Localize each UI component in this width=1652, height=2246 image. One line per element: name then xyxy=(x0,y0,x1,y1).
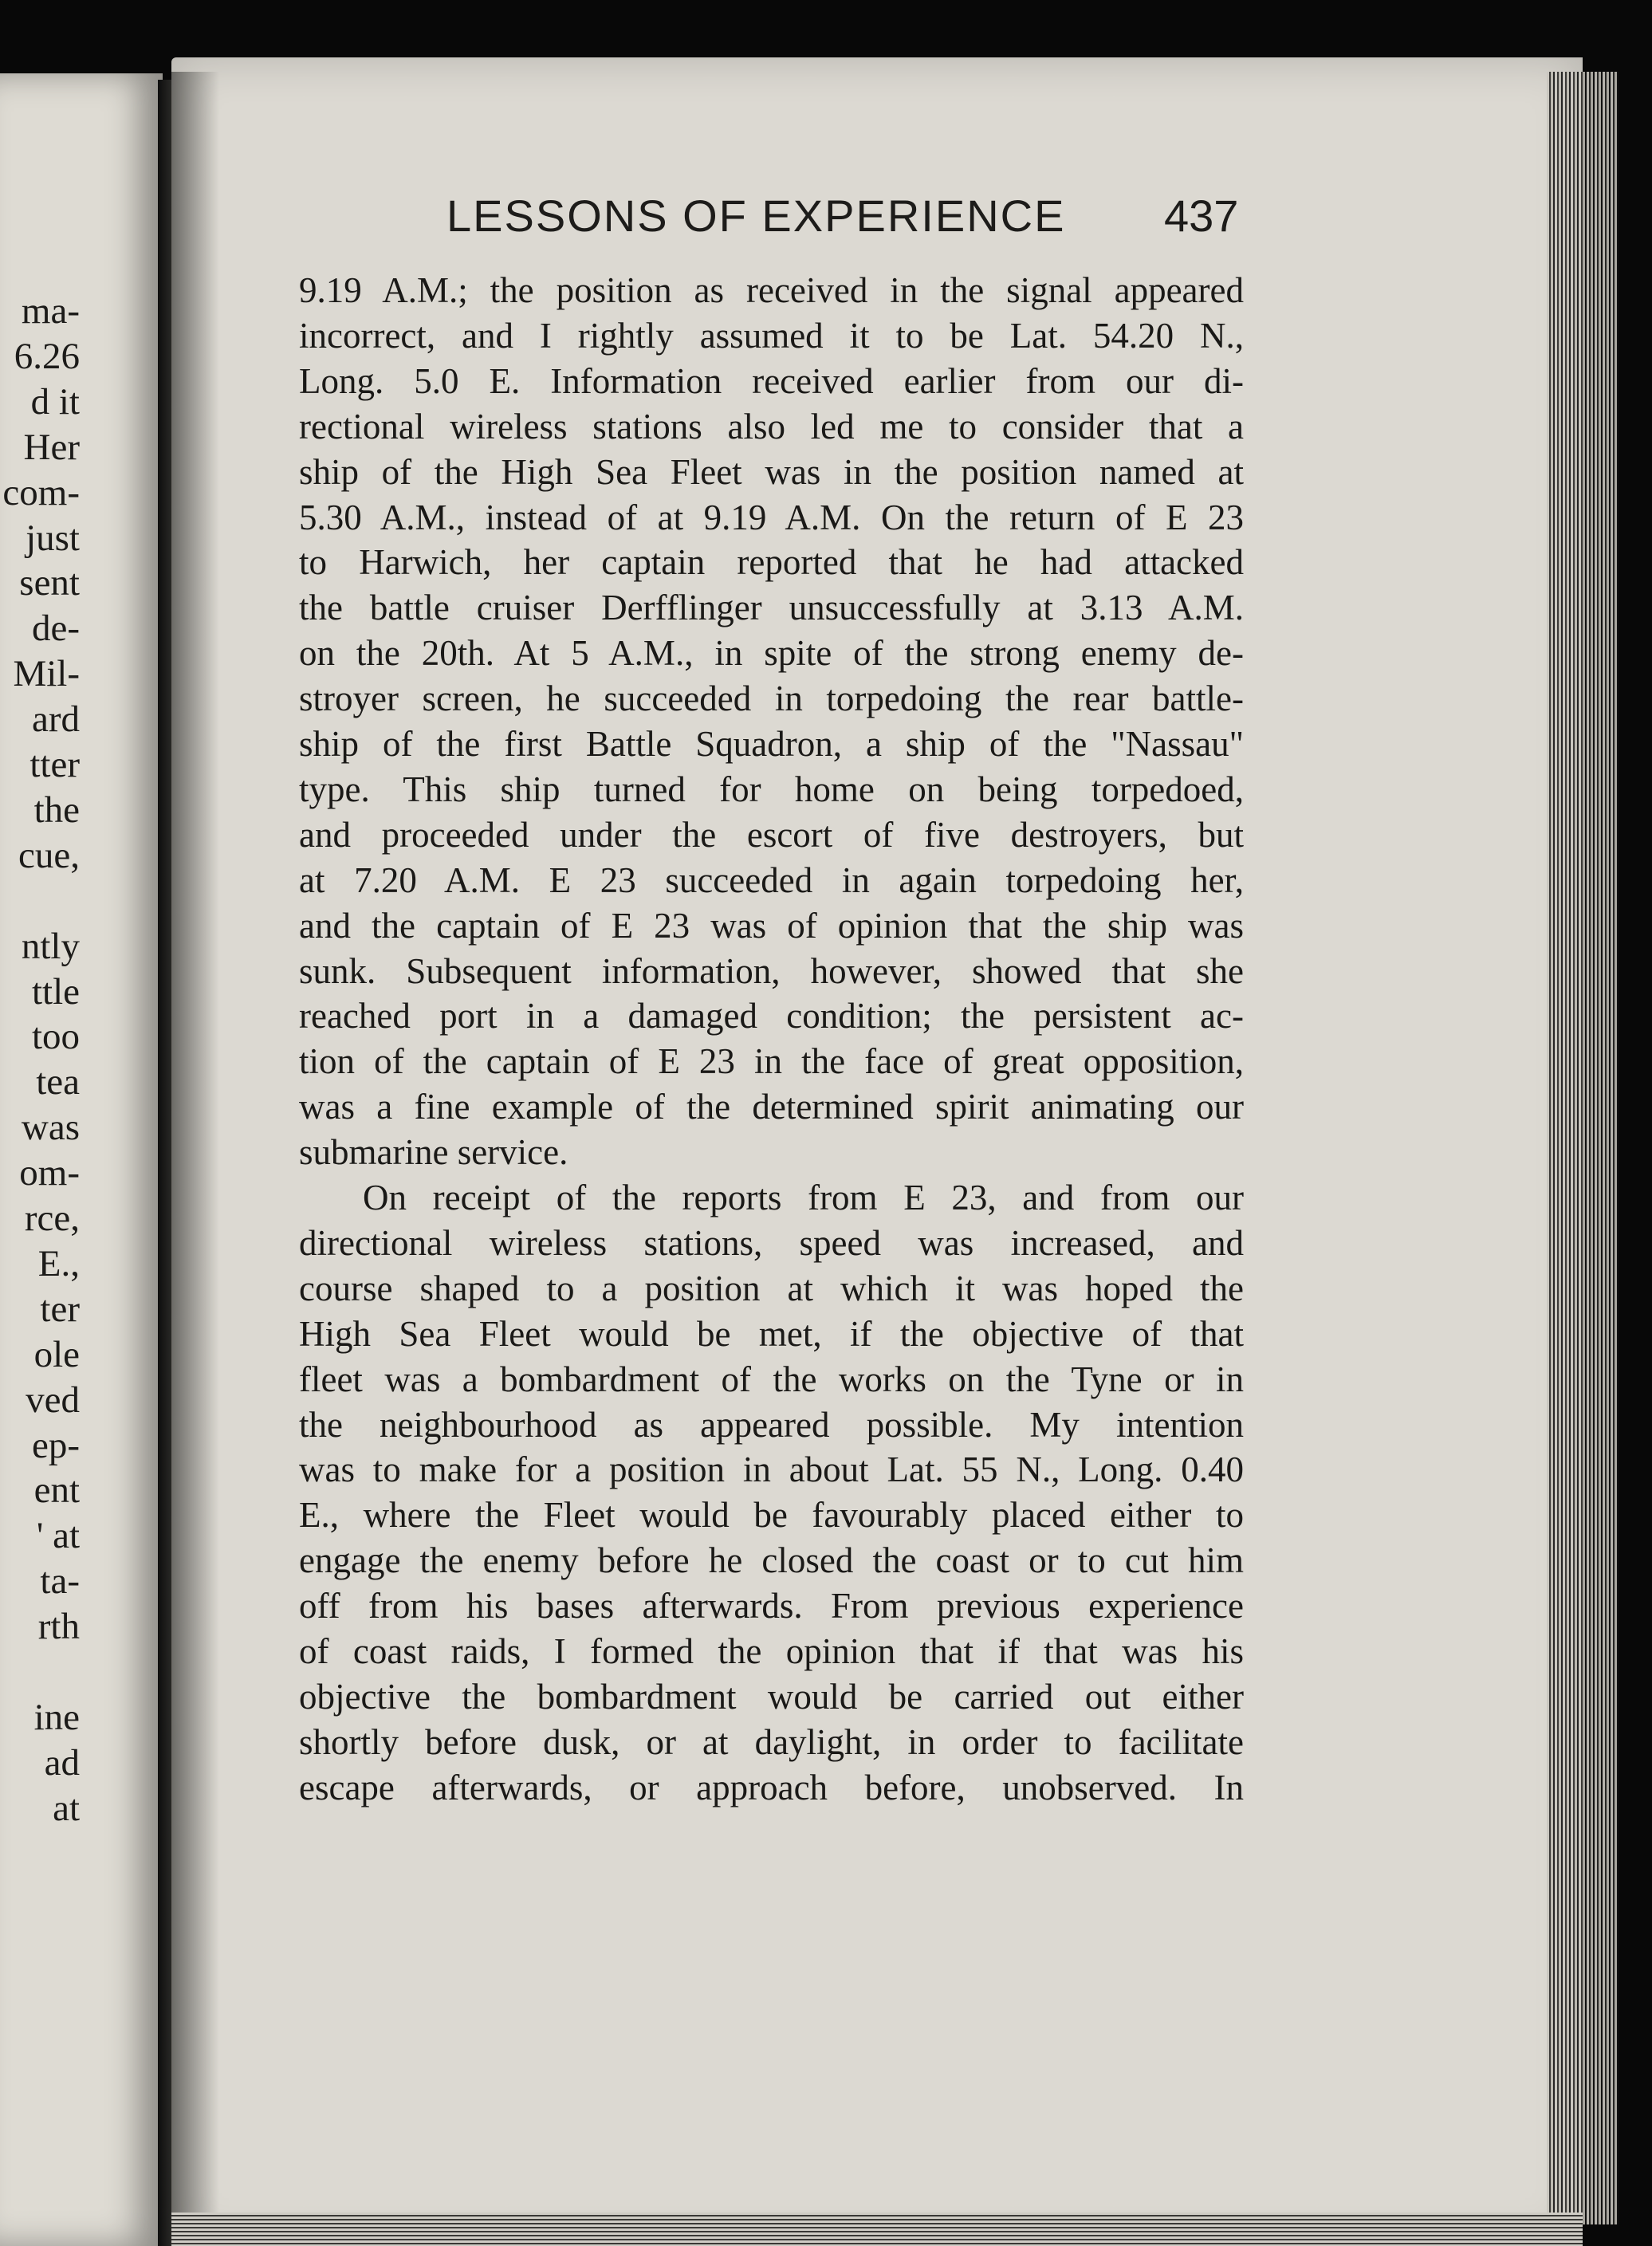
text-line: incorrect, and I rightly assumed it to be Lat. 54.20 N., xyxy=(299,316,1244,356)
text-line: at 7.20 A.M. E 23 succeeded in again torpedoing her, xyxy=(299,860,1244,900)
facing-page-fragment: ep- xyxy=(31,1425,80,1466)
facing-page-fragment: cue, xyxy=(18,835,80,876)
facing-page-fragment: d it xyxy=(30,381,80,423)
facing-page-fragment: Her xyxy=(23,427,80,468)
facing-page-fragment: Mil- xyxy=(13,653,80,694)
facing-page-fragment: ard xyxy=(31,698,80,740)
text-line: type. This ship turned for home on being torpedoed, xyxy=(299,769,1244,809)
text-line: ship of the High Sea Fleet was in the position named at xyxy=(299,452,1244,492)
facing-page-fragment: rth xyxy=(37,1606,80,1647)
text-line: to Harwich, her captain reported that he had attacked xyxy=(299,542,1244,582)
text-line: 9.19 A.M.; the position as received in the signal appeared xyxy=(299,270,1244,310)
text-line: E., where the Fleet would be favourably placed either to xyxy=(299,1495,1244,1535)
facing-page-fragment: just xyxy=(26,517,80,559)
text-line: escape afterwards, or approach before, unobserved. In xyxy=(299,1768,1244,1807)
text-line: objective the bombardment would be carried out either xyxy=(299,1677,1244,1717)
facing-page-fragment: com- xyxy=(2,472,80,513)
facing-page-fragment: 6.26 xyxy=(14,336,80,377)
facing-page-fragment: the xyxy=(33,789,80,831)
text-line: High Sea Fleet would be met, if the objective of that xyxy=(299,1314,1244,1354)
text-line: 5.30 A.M., instead of at 9.19 A.M. On the return of E 23 xyxy=(299,498,1244,537)
text-line: was a fine example of the determined spirit animating our xyxy=(299,1087,1244,1127)
text-line: stroyer screen, he succeeded in torpedoing the rear battle- xyxy=(299,679,1244,718)
facing-page-fragment: at xyxy=(53,1788,80,1829)
text-line: off from his bases afterwards. From previous experience xyxy=(299,1586,1244,1626)
text-line: course shaped to a position at which it was hoped the xyxy=(299,1269,1244,1308)
facing-page-fragment: ' at xyxy=(36,1515,80,1556)
facing-page-fragment: too xyxy=(31,1016,80,1057)
text-line: on the 20th. At 5 A.M., in spite of the strong enemy de- xyxy=(299,633,1244,673)
text-line: was to make for a position in about Lat. 55 N., Long. 0.40 xyxy=(299,1449,1244,1489)
text-line: shortly before dusk, or at daylight, in order to facilitate xyxy=(299,1722,1244,1762)
facing-page-fragment: was xyxy=(21,1107,80,1148)
text-line: rectional wireless stations also led me to consider that a xyxy=(299,407,1244,446)
text-line: engage the enemy before he closed the coast or to cut him xyxy=(299,1540,1244,1580)
text-line: and the captain of E 23 was of opinion that the ship was xyxy=(299,906,1244,946)
running-head: LESSONS OF EXPERIENCE xyxy=(446,191,1066,241)
text-line: fleet was a bombardment of the works on the Tyne or in xyxy=(299,1359,1244,1399)
facing-page-fragment: E., xyxy=(37,1243,80,1284)
text-line: the battle cruiser Derfflinger unsuccessfully at 3.13 A.M. xyxy=(299,588,1244,627)
facing-page-fragment: ter xyxy=(40,1288,80,1330)
page-number: 437 xyxy=(1164,191,1239,241)
facing-page-fragment: ved xyxy=(26,1379,80,1421)
facing-page-fragment: ad xyxy=(44,1742,80,1784)
text-line: Long. 5.0 E. Information received earlier from our di- xyxy=(299,361,1244,401)
facing-page-fragment: ta- xyxy=(40,1560,80,1602)
facing-page-fragment: ent xyxy=(33,1469,80,1511)
text-line: directional wireless stations, speed was increased, and xyxy=(299,1223,1244,1263)
text-line: and proceeded under the escort of five destroyers, but xyxy=(299,815,1244,855)
text-line: reached port in a damaged condition; the persistent ac- xyxy=(299,996,1244,1036)
text-line: submarine service. xyxy=(299,1132,568,1172)
text-line: sunk. Subsequent information, however, showed that she xyxy=(299,951,1244,991)
text-line: of coast raids, I formed the opinion that if that was his xyxy=(299,1631,1244,1671)
page-stack-bottom xyxy=(171,2213,1583,2246)
facing-page-fragment: ntly xyxy=(21,926,80,967)
facing-page-fragment: ttle xyxy=(31,971,80,1013)
facing-page-fragment: tter xyxy=(30,744,80,785)
facing-page-fragment: om- xyxy=(19,1152,80,1194)
facing-page-fragment: ole xyxy=(33,1334,80,1375)
facing-page-fragment: ine xyxy=(33,1697,80,1738)
facing-page-fragment: rce, xyxy=(24,1198,80,1239)
text-line: On receipt of the reports from E 23, and from our xyxy=(363,1178,1244,1217)
text-line: the neighbourhood as appeared possible. My intention xyxy=(299,1405,1244,1445)
facing-page-fragment: ma- xyxy=(21,290,80,332)
page-stack-edge xyxy=(1547,72,1619,2224)
facing-page-fragment: de- xyxy=(31,608,80,649)
facing-page-fragment: sent xyxy=(19,562,80,604)
facing-page-fragment: tea xyxy=(36,1061,80,1103)
page-curl-shadow xyxy=(171,72,219,2224)
text-line: tion of the captain of E 23 in the face of great opposition, xyxy=(299,1041,1244,1081)
text-line: ship of the first Battle Squadron, a ship of the "Nassau" xyxy=(299,724,1244,764)
